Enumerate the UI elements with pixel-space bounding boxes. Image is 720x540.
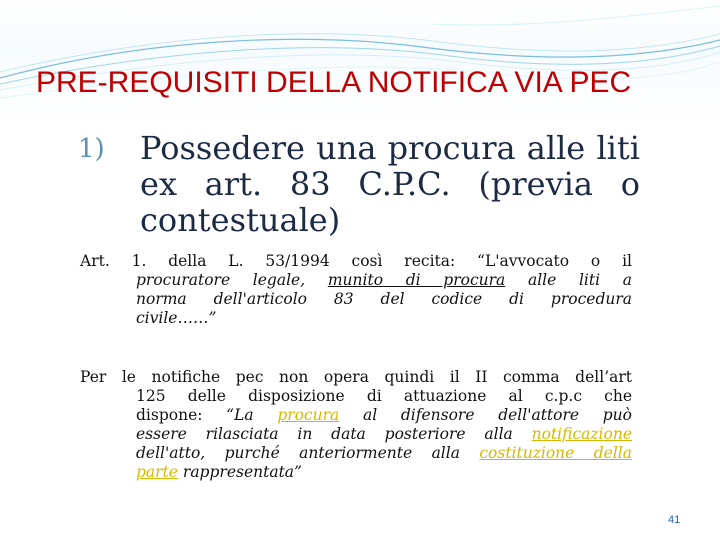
slide-title: PRE-REQUISITI DELLA NOTIFICA VIA PEC [36, 66, 632, 99]
text-run: rappresentata” [177, 463, 302, 481]
paragraph-line: norma dell'articolo 83 del codice di procedura [136, 290, 632, 308]
paragraph-continuation [80, 387, 632, 482]
paragraph-line: Art. 1. della L. 53/1994 così recita: “L'avvocato o il [80, 252, 632, 270]
link-procura[interactable]: procura [277, 406, 340, 424]
link-parte[interactable]: parte [136, 463, 178, 481]
underlined-text: munito di procura [327, 271, 506, 289]
paragraph-art-1 [80, 252, 632, 328]
paragraph-line [136, 425, 632, 444]
text-run: procuratore legale, [136, 271, 328, 289]
paragraph-line [136, 444, 632, 463]
text-run: “La [226, 406, 278, 424]
paragraph-line: 125 delle disposizione di attuazione al c.p.c che [136, 387, 632, 405]
text-run: al difensore dell'attore può [339, 406, 632, 424]
link-costituzione-della-parte[interactable]: costituzione della [479, 444, 632, 462]
paragraph-notifiche [80, 368, 632, 482]
text-run: essere rilasciata in data posteriore alla [136, 425, 532, 443]
text-run: dell'atto, purché anteriormente alla [136, 444, 480, 462]
page-number: 41 [668, 514, 681, 526]
list-item-text: Possedere una procura alle liti ex art. 83 C.P.C. (previa o contestuale) [140, 129, 640, 239]
paragraph-line [136, 463, 632, 482]
paragraph-line [136, 406, 632, 425]
text-run: dispone: [136, 406, 227, 424]
link-notificazione[interactable]: notificazione [531, 425, 632, 443]
paragraph-continuation [80, 271, 632, 328]
decorative-swooshes [0, 0, 720, 130]
paragraph-line [136, 271, 632, 290]
paragraph-line: civile……” [136, 309, 217, 327]
text-run: alle liti a [505, 271, 632, 289]
paragraph-line: Per le notifiche pec non opera quindi il II comma dell’art [80, 368, 632, 386]
list-item-number: 1) [78, 134, 105, 164]
